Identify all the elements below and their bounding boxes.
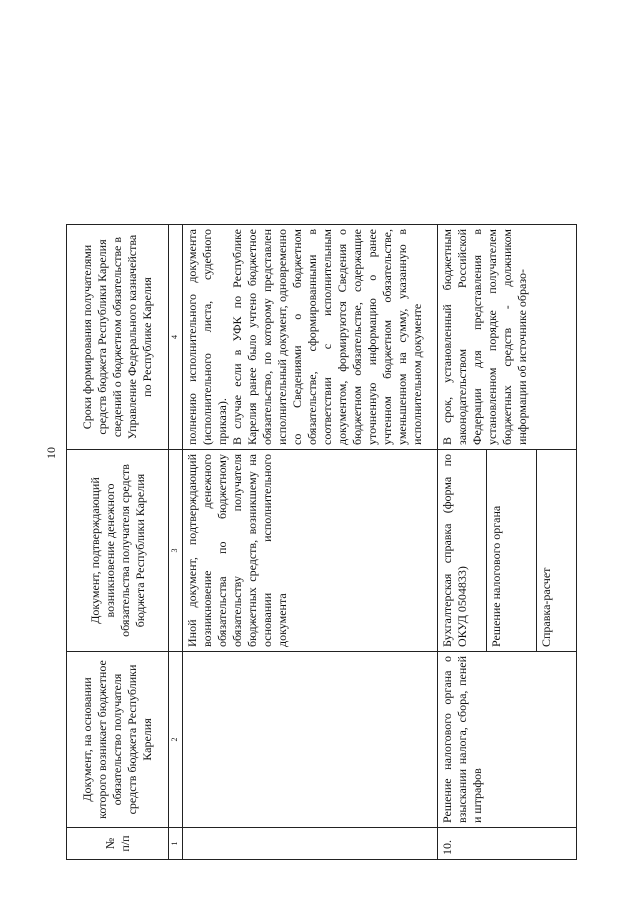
row10-deadline: В срок, установленный бюджетным законодательством Российской Федерации для представления в установленном порядке получателем бюджетных средств - должником информации об источнике образо- <box>438 225 577 450</box>
row-cont-basis <box>183 652 438 828</box>
column-numbers-row <box>169 225 183 860</box>
column-number: 4 <box>169 225 183 450</box>
header-deadlines: Сроки формирования получателями средств бюджета Республики Карелия сведений о бюджетном обязательстве в Управление Федерального казначейства по Республике Карелия <box>67 225 169 450</box>
column-number: 1 <box>169 828 183 860</box>
table-header-row <box>67 225 169 860</box>
row10-confirming-doc-1: Бухгалтерская справка (форма по ОКУД 0504833) <box>438 450 487 652</box>
table-row-10 <box>438 225 487 860</box>
row10-confirming-doc-2: Решение налогового органа <box>487 450 537 652</box>
row10-basis: Решение налогового органа о взыскании налога, сбора, пеней и штрафов <box>438 652 577 828</box>
obligations-table <box>66 224 577 860</box>
header-confirming-document: Документ, подтверждающий возникновение денежного обязательства получателя средств бюджета Республики Карелия <box>67 450 169 652</box>
row-cont-deadline <box>183 225 438 450</box>
row10-confirming-doc-3: Справка-расчет <box>537 450 577 652</box>
page-number: 10 <box>44 447 58 459</box>
row-cont-confirming-doc: Иной документ, подтверждающий возникновение денежного обязательства по бюджетному обязательству получателя бюджетных средств, возникшему на основании исполнительного документа <box>183 450 438 652</box>
row-cont-deadline-p1: полнению исполнительного документа (исполнительного листа, судебного приказа). <box>185 229 229 445</box>
column-number: 2 <box>169 652 183 828</box>
table-row-continued <box>183 225 438 860</box>
row10-num: 10. <box>438 828 577 860</box>
header-num: № п/п <box>67 828 169 860</box>
row-cont-num <box>183 828 438 860</box>
row-cont-deadline-p2: В случае если в УФК по Республике Карелия ранее было учтено бюджетное обязательство, по которому представлен исполнительный документ, одновременно со Сведениями о бюджетном обязательстве, сформированными в соответствии с исполнительным документом, формируются Сведения о бюджетном обязательстве, содержащие уточненную информацию о ранее учтенном бюджетном обязательстве, уменьшенном на сумму, указанную в исполнительном документе <box>230 229 424 445</box>
header-basis-document: Документ, на основании которого возникает бюджетное обязательство получателя средств бюджета Республики Карелия <box>67 652 169 828</box>
column-number: 3 <box>169 450 183 652</box>
